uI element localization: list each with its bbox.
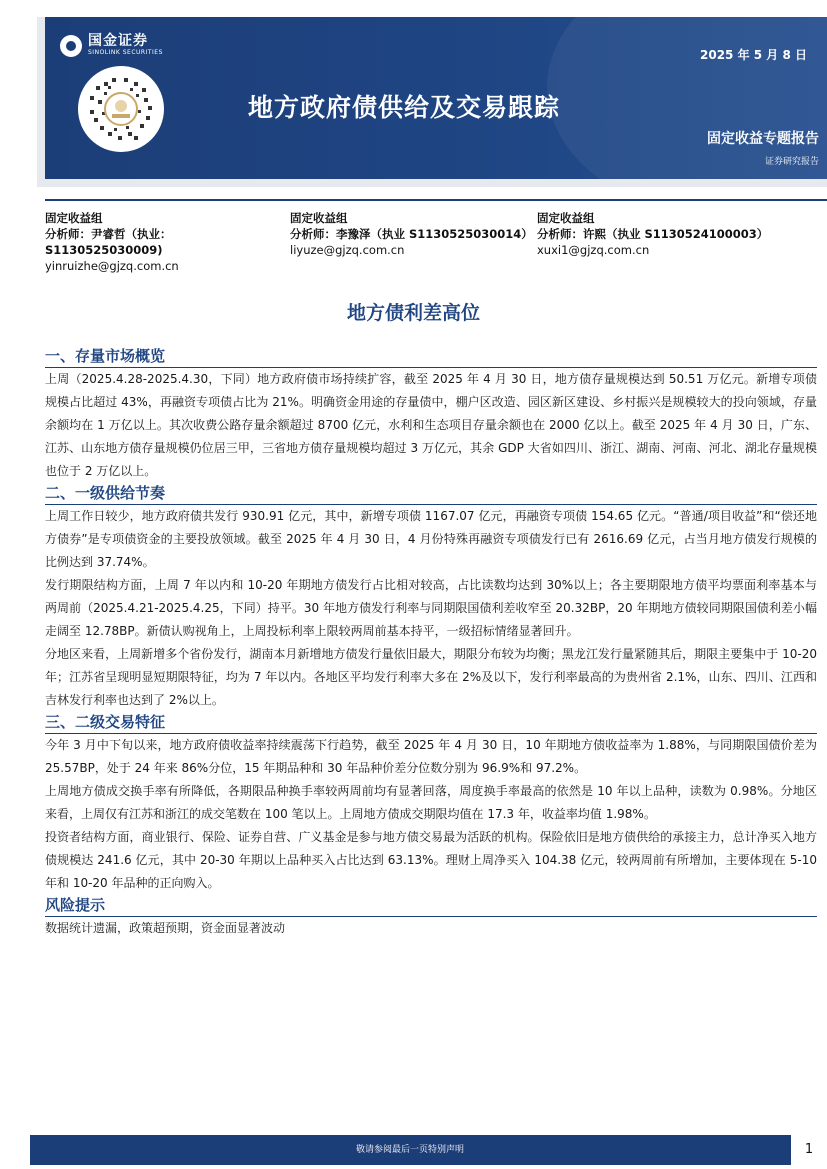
body-paragraph: 分地区来看，上周新增多个省份发行，湖南本月新增地方债发行量依旧最大，期限分布较为均衡；黑龙江发行量紧随其后，期限主要集中于 10-20 年；江苏省呈现明显短期限特征，均为 7 年以内。各地区平均发行利率大多在 2%及以下，发行利率最高的为贵州省 2.1%，山东、四川、江西和吉林发行利率也达到了 2%以上。: [45, 647, 817, 707]
analyst-name: 分析师：许熙（执业 S1130524100003）: [537, 227, 769, 241]
analyst-email[interactable]: yinruizhe@gjzq.com.cn: [45, 259, 179, 273]
analyst-block-2: [290, 210, 533, 258]
section-heading: 三、二级交易特征: [45, 712, 817, 734]
logo-cn-text: 国金证券: [88, 33, 148, 49]
report-date: 2025 年 5 月 8 日: [700, 48, 807, 62]
analyst-group: 固定收益组: [290, 211, 348, 225]
report-body: [45, 346, 817, 940]
report-subtitle: 地方债利差高位: [346, 302, 480, 324]
analyst-block-3: [537, 210, 768, 258]
body-paragraph: 上周地方债成交换手率有所降低，各期限品种换手率较两周前均有显著回落，周度换手率最高的依然是 10 年以上品种，读数为 0.98%。分地区来看，上周仅有江苏和浙江的成交笔数在 100 笔以上。上周地方债成交期限均值在 17.3 年，收益率均值 1.98%。: [45, 784, 817, 821]
logo-icon: [60, 35, 82, 57]
footer-disclaimer: 敬请参阅最后一页特别声明: [355, 1145, 464, 1155]
analyst-email[interactable]: liyuze@gjzq.com.cn: [290, 243, 405, 257]
report-subtype: 证券研究报告: [764, 157, 819, 167]
analyst-name: 分析师：李豫泽（执业 S1130525030014）: [290, 227, 533, 241]
logo-en-text: SINOLINK SECURITIES: [88, 49, 163, 56]
body-paragraph: 上周工作日较少，地方政府债共发行 930.91 亿元，其中，新增专项债 1167.07 亿元，再融资专项债 154.65 亿元。“普通/项目收益”和“偿还地方债券”是专项债资金的主要投放领域。截至 2025 年 4 月 30 日，4 月份特殊再融资专项债发行已有 2616.69 亿元，占当月地方债发行规模的比例达到 37.74%。: [45, 509, 817, 569]
divider-top: [45, 199, 827, 201]
section-heading: 一、存量市场概览: [45, 346, 817, 368]
section-heading: 二、一级供给节奏: [45, 483, 817, 505]
report-type: 固定收益专题报告: [707, 131, 819, 147]
section-heading: 风险提示: [45, 895, 817, 917]
body-paragraph: 今年 3 月中下旬以来，地方政府债收益率持续震荡下行趋势，截至 2025 年 4 月 30 日，10 年期地方债收益率为 1.88%，与同期限国债价差为 25.57BP，处于 24 年来 86%分位，15 年期品种和 30 年品种价差分位数分别为 96.9%和 97.2%。: [45, 738, 817, 775]
body-paragraph: 上周（2025.4.28-2025.4.30，下同）地方政府债市场持续扩容，截至 2025 年 4 月 30 日，地方债存量规模达到 50.51 万亿元。新增专项债规模占比超过 43%，再融资专项债占比为 21%。明确资金用途的存量债中，棚户区改造、园区新区建设、乡村振兴是规模较大的投向领域，存量余额均在 1 万亿以上。其次收费公路存量余额超过 8700 亿元，水利和生态项目存量余额也在 2000 亿以上。截至 2025 年 4 月 30 日，广东、江苏、山东地方债存量规模仍位居三甲，三省地方债存量规模均超过 3 万亿元，其余 GDP 大省如四川、浙江、湖南、河南、河北、湖北存量规模也位于 2 万亿以上。: [45, 372, 817, 478]
report-title: 地方政府债供给及交易跟踪: [248, 93, 561, 122]
analyst-license: S1130525030009): [45, 243, 163, 257]
body-paragraph: 数据统计遗漏，政策超预期，资金面显著波动: [45, 921, 286, 935]
page-number: 1: [791, 1135, 827, 1165]
analyst-name: 分析师：尹睿哲（执业：: [45, 227, 172, 241]
page-footer: [30, 1135, 827, 1165]
company-logo: [60, 34, 163, 57]
analyst-block-1: [45, 210, 179, 274]
analyst-email[interactable]: xuxi1@gjzq.com.cn: [537, 243, 650, 257]
qr-code-icon: [78, 66, 164, 152]
body-paragraph: 投资者结构方面，商业银行、保险、证券自营、广义基金是参与地方债交易最为活跃的机构。保险依旧是地方债供给的承接主力，总计净买入地方债规模达 241.6 亿元，其中 20-30 年期以上品种买入占比达到 63.13%。理财上周净买入 104.38 亿元，较两周前有所增加，主要体现在 5-10 年和 10-20 年品种的正向购入。: [45, 830, 817, 890]
body-paragraph: 发行期限结构方面，上周 7 年以内和 10-20 年期地方债发行占比相对较高，占比读数均达到 30%以上；各主要期限地方债平均票面利率基本与两周前（2025.4.21-2025.4.25，下同）持平。30 年地方债发行利率与同期限国债利差收窄至 20.32BP，20 年期地方债较同期限国债利差小幅走阔至 12.78BP。新债认购视角上，上周投标利率上限较两周前基本持平，一级招标情绪显著回升。: [45, 578, 817, 638]
analyst-group: 固定收益组: [45, 211, 103, 225]
analyst-group: 固定收益组: [537, 211, 595, 225]
